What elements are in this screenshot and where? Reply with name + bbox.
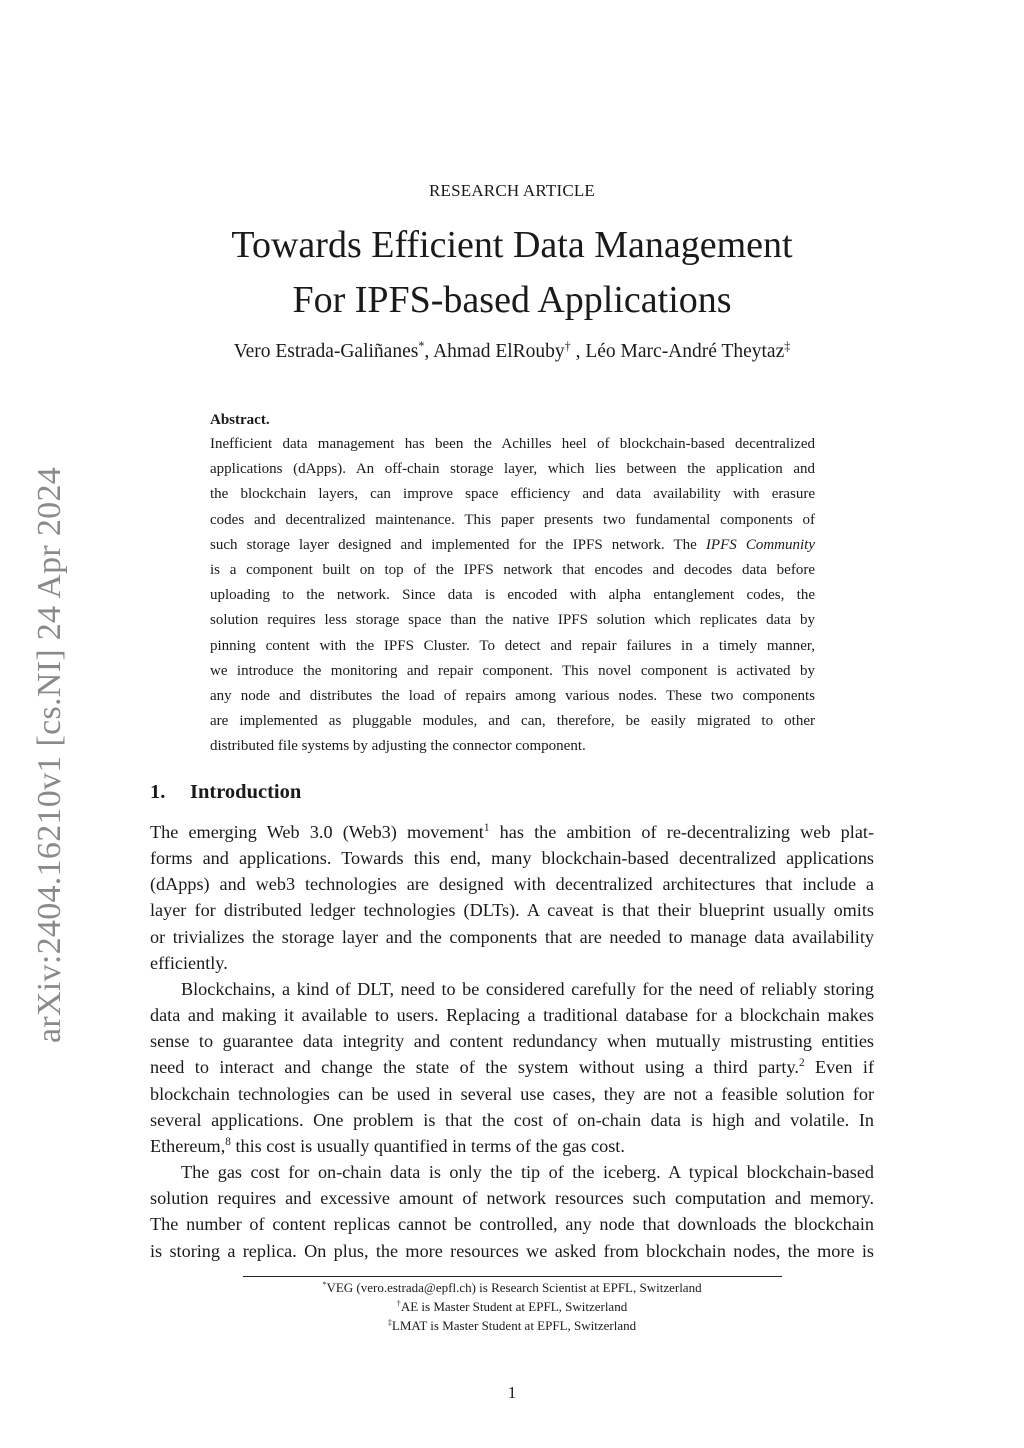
text-line: [150, 871, 874, 897]
footnote: [0, 1297, 1024, 1316]
text-run: this cost is usually quantified in terms of the gas cost.: [230, 1135, 625, 1156]
body-text: [150, 819, 874, 1264]
text-run: blockchain technologies can be used in several use cases, they are not a feasible solution for: [150, 1083, 874, 1104]
section-title: Introduction: [190, 781, 302, 803]
text-run: uploading to the network. Since data is encoded with alpha entanglement codes, the: [210, 587, 815, 604]
article-type: RESEARCH ARTICLE: [428, 181, 596, 200]
title-line: Towards Efficient Data Management: [231, 224, 793, 266]
text-line: [150, 819, 874, 845]
page-number: 1: [507, 1383, 517, 1402]
text-run: (dApps) and web3 technologies are designed with decentralized architectures that include a: [150, 874, 874, 895]
text-run: is storing a replica. On plus, the more resources we asked from blockchain nodes, the more is: [150, 1240, 874, 1261]
footnote-text: VEG (vero.estrada@epfl.ch) is Research Scientist at EPFL, Switzerland: [326, 1280, 702, 1295]
text-line: [150, 1159, 874, 1185]
text-line: [210, 508, 815, 533]
text-run: we introduce the monitoring and repair component. This novel component is activated by: [210, 662, 815, 679]
author-list: Vero Estrada-Galiñanes*, Ahmad ElRouby† , Léo Marc-André Theytaz‡: [233, 338, 791, 362]
text-line: [150, 897, 874, 923]
abstract: [210, 408, 815, 760]
text-line: [210, 482, 815, 507]
text-run: Blockchains, a kind of DLT, need to be considered carefully for the need of reliably storing: [181, 978, 874, 999]
text-run: several applications. One problem is that the cost of on-chain data is high and volatile. In: [150, 1109, 874, 1130]
text-run: need to interact and change the state of the system without using a third party.: [150, 1057, 799, 1078]
footnote-divider: [243, 1276, 782, 1277]
section-number: 1.: [150, 781, 166, 803]
author-name: Léo Marc-André Theytaz: [585, 341, 785, 362]
title-line: For IPFS-based Applications: [292, 279, 732, 321]
text-line: [210, 659, 815, 684]
text-line: [210, 709, 815, 734]
text-run: codes and decentralized maintenance. This paper presents two fundamental components of: [210, 511, 815, 528]
text-line: [210, 734, 815, 759]
text-run: Inefficient data management has been the Achilles heel of blockchain-based decentralized: [210, 436, 815, 452]
text-run: layer for distributed ledger technologies (DLTs). A caveat is that their blueprint usually omits: [150, 900, 874, 921]
text-line: [150, 1133, 874, 1159]
text-line: [150, 976, 874, 1002]
footnotes: [0, 1278, 1024, 1335]
text-run: The gas cost for on-chain data is only the tip of the iceberg. A typical blockchain-based: [181, 1162, 874, 1183]
emphasized-text: IPFS Community: [705, 536, 815, 553]
footnote-reference: 8: [225, 1136, 231, 1149]
footnote: [0, 1278, 1024, 1297]
footnote-text: AE is Master Student at EPFL, Switzerland: [400, 1299, 628, 1314]
text-line: [150, 950, 874, 976]
paragraph: [150, 1159, 874, 1264]
text-run: has the ambition of re-decentralizing web plat-: [489, 822, 874, 842]
author-name: Ahmad ElRouby: [433, 341, 565, 362]
text-line: [150, 1081, 874, 1107]
text-line: [150, 845, 874, 871]
text-line: [150, 1002, 874, 1028]
text-run: The emerging Web 3.0 (Web3) movement: [150, 822, 484, 842]
text-line: [210, 533, 815, 558]
text-run: sense to guarantee data integrity and content redundancy when mutually mistrusting entities: [150, 1031, 874, 1052]
text-run: data and making it available to users. Replacing a traditional database for a blockchain makes: [150, 1005, 874, 1026]
text-line: [150, 1185, 874, 1211]
text-run: is a component built on top of the IPFS network that encodes and decodes data before: [210, 562, 815, 579]
text-run: The number of content replicas cannot be controlled, any node that downloads the blockchain: [150, 1214, 874, 1235]
section-heading: [150, 781, 301, 804]
author-mark: †: [564, 338, 571, 353]
text-run: solution requires and excessive amount of network resources such computation and memory.: [150, 1188, 874, 1209]
text-run: the blockchain layers, can improve space efficiency and data availability with erasure: [210, 486, 815, 503]
footnote-reference: 1: [483, 822, 490, 835]
author-mark: ‡: [784, 338, 791, 353]
text-line: [210, 583, 815, 608]
text-run: applications (dApps). An off-chain storage layer, which lies between the application and: [210, 461, 815, 478]
footnote-reference: 2: [798, 1057, 805, 1070]
text-run: solution requires less storage space than the native IPFS solution which replicates data by: [210, 612, 815, 629]
text-line: [210, 558, 815, 583]
arxiv-identifier-sidebar: arXiv:2404.16210v1 [cs.NI] 24 Apr 2024: [31, 466, 68, 1044]
text-run: efficiently.: [150, 952, 228, 973]
footnote-mark: †: [396, 1299, 401, 1309]
paragraph: [150, 976, 874, 1159]
text-run: or trivializes the storage layer and the components that are needed to manage data availability: [150, 926, 874, 947]
text-line: [150, 1028, 874, 1054]
text-line: [150, 1238, 874, 1264]
text-run: pinning content with the IPFS Cluster. To detect and repair failures in a timely manner,: [210, 637, 815, 654]
text-line: [210, 608, 815, 633]
text-line: [150, 1054, 874, 1080]
text-line: [210, 634, 815, 659]
text-run: distributed file systems by adjusting the connector component.: [210, 738, 586, 755]
text-run: such storage layer designed and implemented for the IPFS network. The: [210, 536, 706, 553]
abstract-text: [210, 432, 815, 760]
footnote-mark: ‡: [387, 1318, 392, 1328]
text-run: Ethereum,: [150, 1135, 226, 1156]
text-line: [150, 1107, 874, 1133]
abstract-heading: Abstract.: [210, 412, 270, 428]
text-run: any node and distributes the load of repairs among various nodes. These two components: [210, 688, 815, 705]
text-line: [210, 432, 815, 457]
footnote: [0, 1316, 1024, 1335]
text-line: [210, 684, 815, 709]
text-line: [150, 924, 874, 950]
footnote-text: LMAT is Master Student at EPFL, Switzerland: [391, 1318, 637, 1333]
author-mark: *: [418, 338, 425, 353]
text-run: forms and applications. Towards this end, many blockchain-based decentralized applications: [150, 848, 874, 869]
text-run: are implemented as pluggable modules, and can, therefore, be easily migrated to other: [210, 713, 815, 730]
text-line: [210, 457, 815, 482]
footnote-mark: *: [322, 1280, 327, 1290]
author-name: Vero Estrada-Galiñanes: [233, 341, 419, 362]
paper-title: [0, 218, 1024, 328]
text-run: Even if: [804, 1057, 874, 1078]
paragraph: [150, 819, 874, 976]
text-line: [150, 1211, 874, 1237]
